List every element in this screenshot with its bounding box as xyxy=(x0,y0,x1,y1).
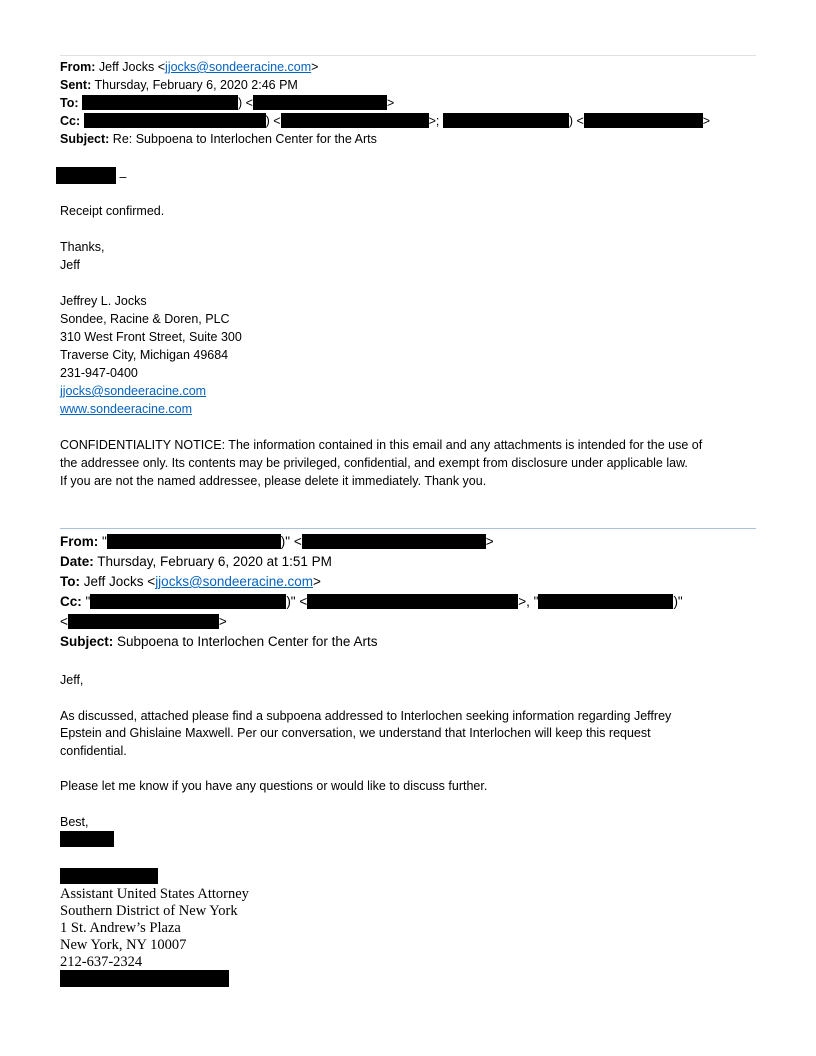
redaction xyxy=(60,970,229,987)
confidentiality-notice: If you are not the named addressee, please delete it immediately. Thank you. xyxy=(60,474,487,488)
orig-sig-line: Southern District of New York xyxy=(60,903,238,919)
orig-from: From: " )" < > xyxy=(60,534,494,549)
orig-greeting: Jeff, xyxy=(60,673,84,687)
sig-line: Sondee, Racine & Doren, PLC xyxy=(60,312,230,326)
redaction xyxy=(90,594,286,609)
confidentiality-notice: the addressee only. Its contents may be privileged, confidential, and exempt from disclosure under applicable law. xyxy=(60,456,688,470)
to-email-link[interactable]: jjocks@sondeeracine.com xyxy=(155,574,313,589)
reply-subject: Subject: Re: Subpoena to Interlochen Center for the Arts xyxy=(60,132,377,146)
header-divider xyxy=(60,55,756,56)
orig-sig-line: 1 St. Andrew’s Plaza xyxy=(60,920,181,936)
sig-line: Traverse City, Michigan 49684 xyxy=(60,348,229,362)
reply-closing-name: Jeff xyxy=(60,258,80,272)
redaction xyxy=(60,868,158,884)
orig-body: confidential. xyxy=(60,744,127,758)
orig-sig-line: 212-637-2324 xyxy=(60,954,143,970)
reply-cc: Cc: ) < >; ) < > xyxy=(60,114,711,128)
redaction xyxy=(443,113,569,128)
orig-cc: Cc: " )" < >, " )" xyxy=(60,594,683,609)
redaction xyxy=(538,594,673,609)
redaction xyxy=(84,113,266,128)
sig-line: 231-947-0400 xyxy=(60,366,138,380)
orig-subject: Subject: Subpoena to Interlochen Center for the Arts xyxy=(60,634,378,649)
message-divider xyxy=(60,528,756,529)
redaction xyxy=(302,534,486,549)
orig-to: To: Jeff Jocks <jjocks@sondeeracine.com> xyxy=(60,574,321,589)
sig-line: Jeffrey L. Jocks xyxy=(60,294,147,308)
redaction xyxy=(253,95,387,110)
sig-email-link[interactable]: jjocks@sondeeracine.com xyxy=(60,384,207,398)
reply-closing: Thanks, xyxy=(60,240,105,254)
redaction xyxy=(82,95,238,110)
orig-closing: Best, xyxy=(60,815,89,829)
redaction xyxy=(60,831,114,847)
orig-body: Epstein and Ghislaine Maxwell. Per our conversation, we understand that Interlochen will keep this request xyxy=(60,726,651,740)
orig-cc-cont: < > xyxy=(60,614,227,629)
reply-from: From: Jeff Jocks <jjocks@sondeeracine.com> xyxy=(60,60,319,74)
reply-sent: Sent: Thursday, February 6, 2020 2:46 PM xyxy=(60,78,298,92)
redaction xyxy=(584,113,703,128)
orig-date: Date: Thursday, February 6, 2020 at 1:51 PM xyxy=(60,554,332,569)
confidentiality-notice: CONFIDENTIALITY NOTICE: The information contained in this email and any attachments is intended for the use of xyxy=(60,438,703,452)
redaction xyxy=(107,534,281,549)
orig-sig-line: Assistant United States Attorney xyxy=(60,886,249,902)
orig-followup: Please let me know if you have any questions or would like to discuss further. xyxy=(60,779,488,793)
redaction xyxy=(307,594,518,609)
reply-to: To: ) < > xyxy=(60,96,395,110)
orig-sig-line: New York, NY 10007 xyxy=(60,937,187,953)
reply-greeting: – xyxy=(56,167,126,186)
sig-line: 310 West Front Street, Suite 300 xyxy=(60,330,242,344)
orig-body: As discussed, attached please find a subpoena addressed to Interlochen seeking information regarding Jeffrey xyxy=(60,709,672,723)
from-email-link[interactable]: jjocks@sondeeracine.com xyxy=(165,60,312,74)
reply-body: Receipt confirmed. xyxy=(60,204,165,218)
redaction xyxy=(281,113,429,128)
redaction xyxy=(68,614,219,629)
sig-website-link[interactable]: www.sondeeracine.com xyxy=(60,402,193,416)
redaction xyxy=(56,167,116,184)
